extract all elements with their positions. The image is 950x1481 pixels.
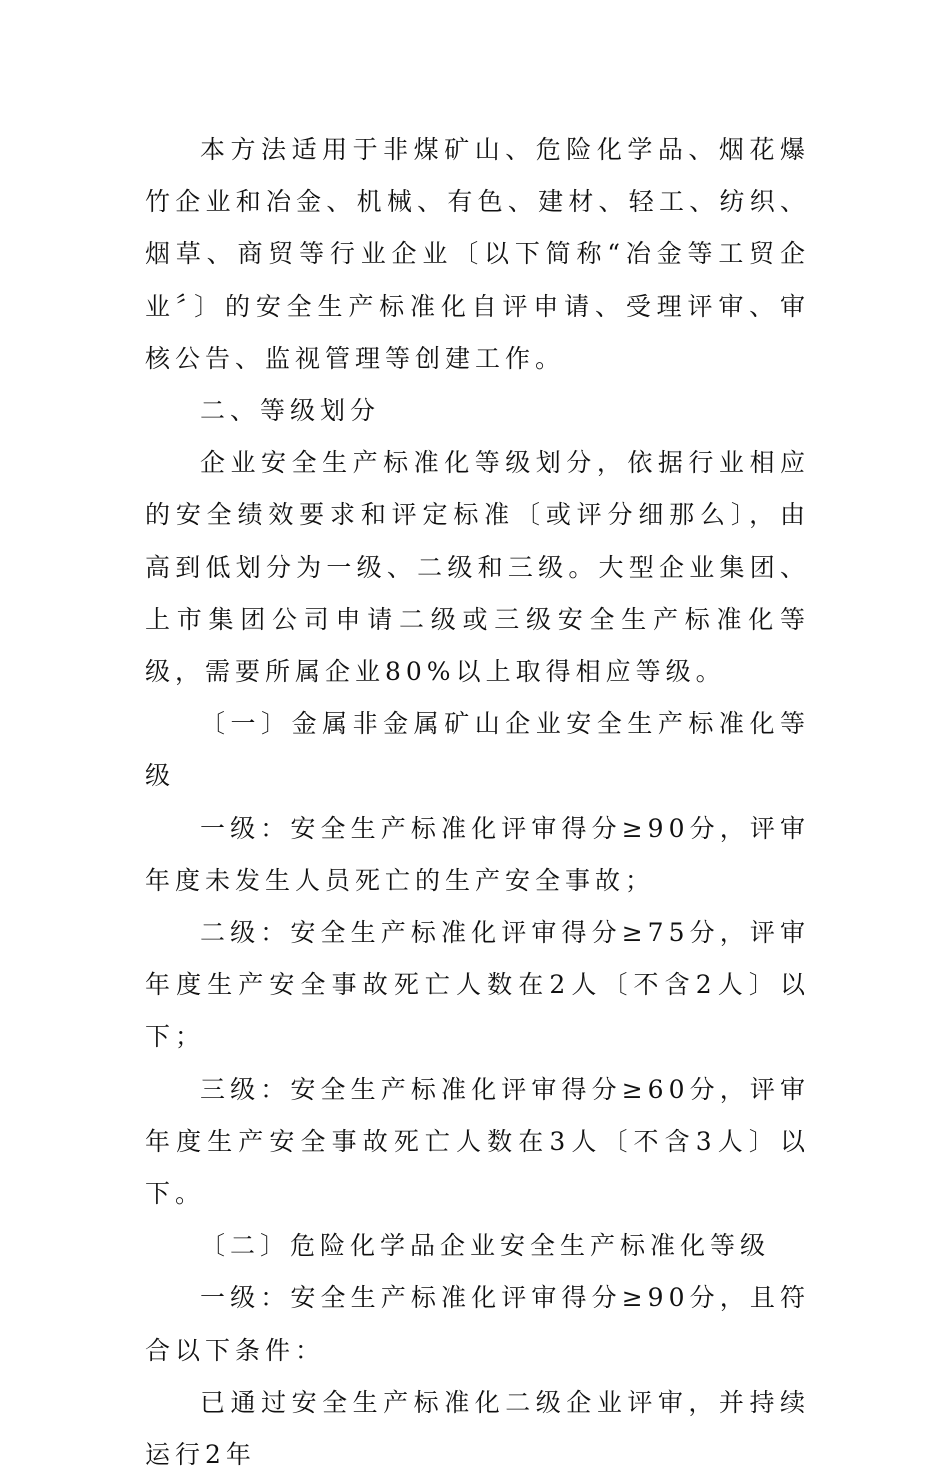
section-heading-grade-division: 二、等级划分: [200, 396, 381, 426]
subheading-mining-grades: 〔一〕金属非金属矿山企业安全生产标准化等级: [145, 709, 810, 791]
document-body: [145, 124, 810, 1481]
paragraph-mining-grade-1: 一级：安全生产标准化评审得分≥90分，评审年度未发生人员死亡的生产安全事故；: [145, 813, 810, 895]
paragraph-mining-grade-2: 二级：安全生产标准化评审得分≥75分，评审年度生产安全事故死亡人数在2人〔不含2人〕以下；: [145, 918, 810, 1052]
paragraph-mining-grade-3: 三级：安全生产标准化评审得分≥60分，评审年度生产安全事故死亡人数在3人〔不含3人〕以下。: [145, 1074, 810, 1209]
paragraph-chemical-grade-1: 一级：安全生产标准化评审得分≥90分，且符合以下条件：: [145, 1283, 810, 1365]
subheading-chemical-grades: 〔二〕危险化学品企业安全生产标准化等级: [200, 1231, 771, 1261]
paragraph-grade-division: 企业安全生产标准化等级划分，依据行业相应的安全绩效要求和评定标准〔或评分细那么〕，由高到低划分为一级、二级和三级。大型企业集团、上市集团公司申请二级或三级安全生产标准化等级，需要所属企业80%以上取得相应等级。: [145, 448, 810, 687]
paragraph-chemical-condition: 已通过安全生产标准化二级企业评审，并持续运行2年: [145, 1387, 810, 1470]
paragraph-scope: 本方法适用于非煤矿山、危险化学品、烟花爆竹企业和冶金、机械、有色、建材、轻工、纺织、烟草、商贸等行业企业〔以下简称“冶金等工贸企业〞〕的安全生产标准化自评申请、受理评审、审核公告、监视管理等创建工作。: [145, 135, 810, 373]
